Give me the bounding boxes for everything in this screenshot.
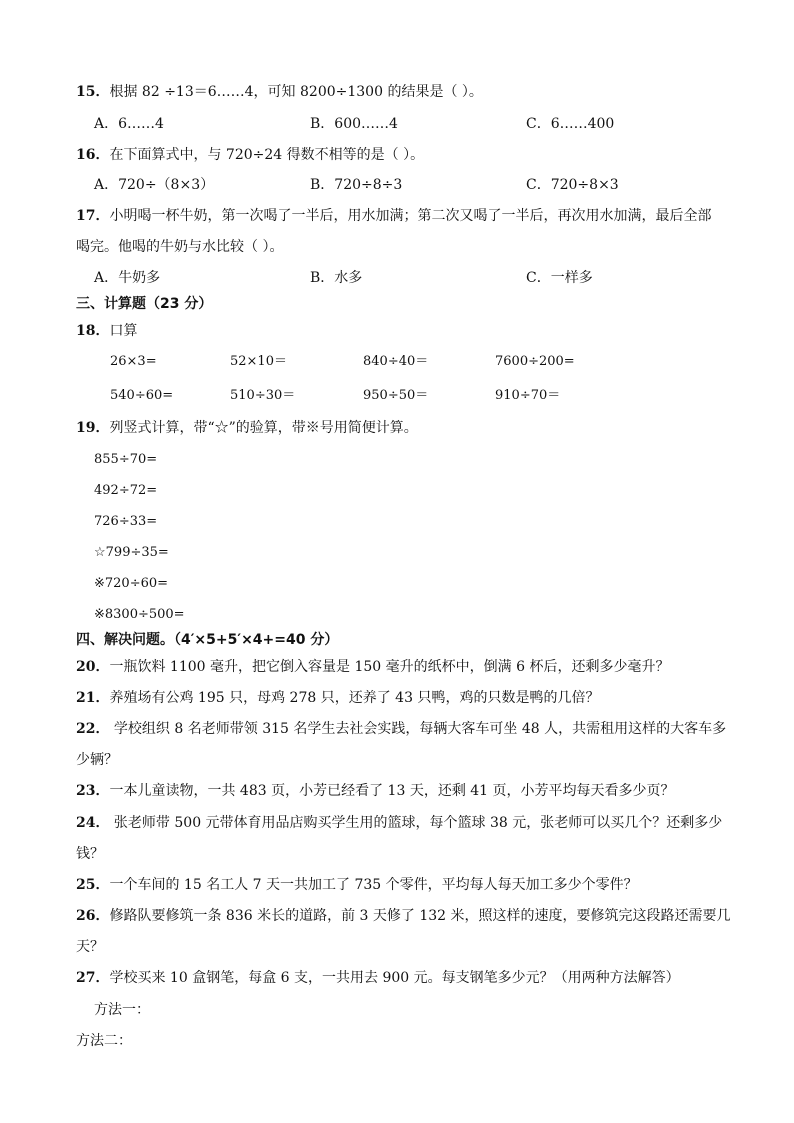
question-number: 16． — [76, 147, 110, 163]
question-21 — [76, 688, 599, 708]
question-text: 养殖场有公鸡 195 只，母鸡 278 只，还养了 43 只鸭，鸡的只数是鸭的几倍？ — [109, 690, 600, 706]
question-text-line1: 张老师带 500 元带体育用品店购买学生用的篮球，每个篮球 38 元，张老师可以买几个？还剩多少 — [109, 815, 723, 831]
question-text: 学校买来 10 盒钢笔，每盒 6 支，一共用去 900 元。每支钢笔多少元？（用两种方法解答） — [109, 970, 680, 986]
question-text-line1: 学校组织 8 名老师带领 315 名学生去社会实践，每辆大客车可坐 48 人，共需租用这样的大客车多 — [109, 721, 727, 737]
question-17 — [76, 206, 711, 226]
calc-item: 950÷50＝ — [363, 388, 429, 403]
question-19 — [76, 418, 418, 438]
option-c[interactable]: C．720÷8×3 — [526, 177, 619, 193]
question-number: 17． — [76, 208, 110, 224]
calc-item: 910÷70＝ — [495, 388, 561, 403]
question-text-line2: 钱？ — [76, 846, 104, 862]
vertical-calc-item: 492÷72= — [94, 483, 158, 498]
vertical-calc-item: 855÷70= — [94, 452, 158, 467]
question-24 — [76, 813, 722, 833]
calc-item: 52×10＝ — [230, 354, 287, 369]
calc-item: 26×3= — [110, 354, 157, 369]
question-text: 根据 82 ÷13＝6……4，可知 8200÷1300 的结果是（ ）。 — [109, 84, 483, 100]
option-b[interactable]: B．水多 — [310, 270, 363, 286]
option-b[interactable]: B．720÷8÷3 — [310, 177, 403, 193]
calc-item: 840÷40＝ — [363, 354, 429, 369]
option-c[interactable]: C．6……400 — [526, 116, 615, 132]
question-25 — [76, 875, 638, 895]
question-number: 21． — [76, 690, 110, 706]
question-number: 18． — [76, 323, 110, 339]
question-number: 22． — [76, 721, 110, 737]
option-c[interactable]: C．一样多 — [526, 270, 593, 286]
question-number: 26． — [76, 908, 110, 924]
question-number: 20． — [76, 659, 110, 675]
question-number: 23． — [76, 783, 110, 799]
vertical-calc-item: ☆799÷35= — [94, 545, 169, 560]
question-text-line1: 小明喝一杯牛奶，第一次喝了一半后，用水加满；第二次又喝了一半后，再次用水加满，最后全部 — [109, 208, 712, 224]
vertical-calc-item: 726÷33= — [94, 514, 158, 529]
question-text-line1: 修路队要修筑一条 836 米长的道路，前 3 天修了 132 米，照这样的速度，要修筑完这段路还需要几 — [109, 908, 731, 924]
question-text: 一瓶饮料 1100 毫升，把它倒入容量是 150 毫升的纸杯中，倒满 6 杯后，还剩多少毫升？ — [109, 659, 670, 675]
vertical-calc-item: ※720÷60= — [94, 576, 169, 591]
question-number: 19． — [76, 420, 110, 436]
question-text: 列竖式计算，带“☆”的验算，带※号用简便计算。 — [109, 420, 418, 436]
question-26 — [76, 906, 731, 926]
question-text-line2: 喝完。他喝的牛奶与水比较（ ）。 — [76, 239, 284, 255]
question-15 — [76, 82, 483, 102]
question-text: 在下面算式中，与 720÷24 得数不相等的是（ ）。 — [109, 147, 425, 163]
option-a[interactable]: A．牛奶多 — [94, 270, 161, 286]
section-3-heading: 三、计算题（23 分） — [76, 296, 213, 312]
question-text-line2: 天？ — [76, 939, 104, 955]
method-two-label: 方法二： — [76, 1033, 132, 1049]
calc-item: 510÷30＝ — [230, 388, 296, 403]
question-18 — [76, 321, 137, 341]
method-one-label: 方法一： — [94, 1002, 150, 1018]
option-b[interactable]: B．600……4 — [310, 116, 398, 132]
vertical-calc-item: ※8300÷500= — [94, 607, 185, 622]
calc-item: 7600÷200= — [495, 354, 575, 369]
option-a[interactable]: A．720÷（8×3） — [94, 177, 215, 193]
option-a[interactable]: A．6……4 — [94, 116, 164, 132]
question-text-line2: 少辆？ — [76, 752, 118, 768]
section-4-heading: 四、解决问题。（4′×5+5′×4+=40 分） — [76, 632, 339, 648]
question-22 — [76, 719, 726, 739]
question-16 — [76, 145, 424, 165]
question-number: 15． — [76, 84, 110, 100]
question-number: 24． — [76, 815, 110, 831]
calc-item: 540÷60= — [110, 388, 174, 403]
question-text: 一本儿童读物，一共 483 页，小芳已经看了 13 天，还剩 41 页，小芳平均每天看多少页？ — [109, 783, 675, 799]
question-text: 一个车间的 15 名工人 7 天一共加工了 735 个零件，平均每人每天加工多少个零件？ — [109, 877, 638, 893]
question-number: 25． — [76, 877, 110, 893]
question-text: 口算 — [109, 323, 138, 339]
question-23 — [76, 781, 675, 801]
question-27 — [76, 968, 680, 988]
question-20 — [76, 657, 669, 677]
question-number: 27． — [76, 970, 110, 986]
